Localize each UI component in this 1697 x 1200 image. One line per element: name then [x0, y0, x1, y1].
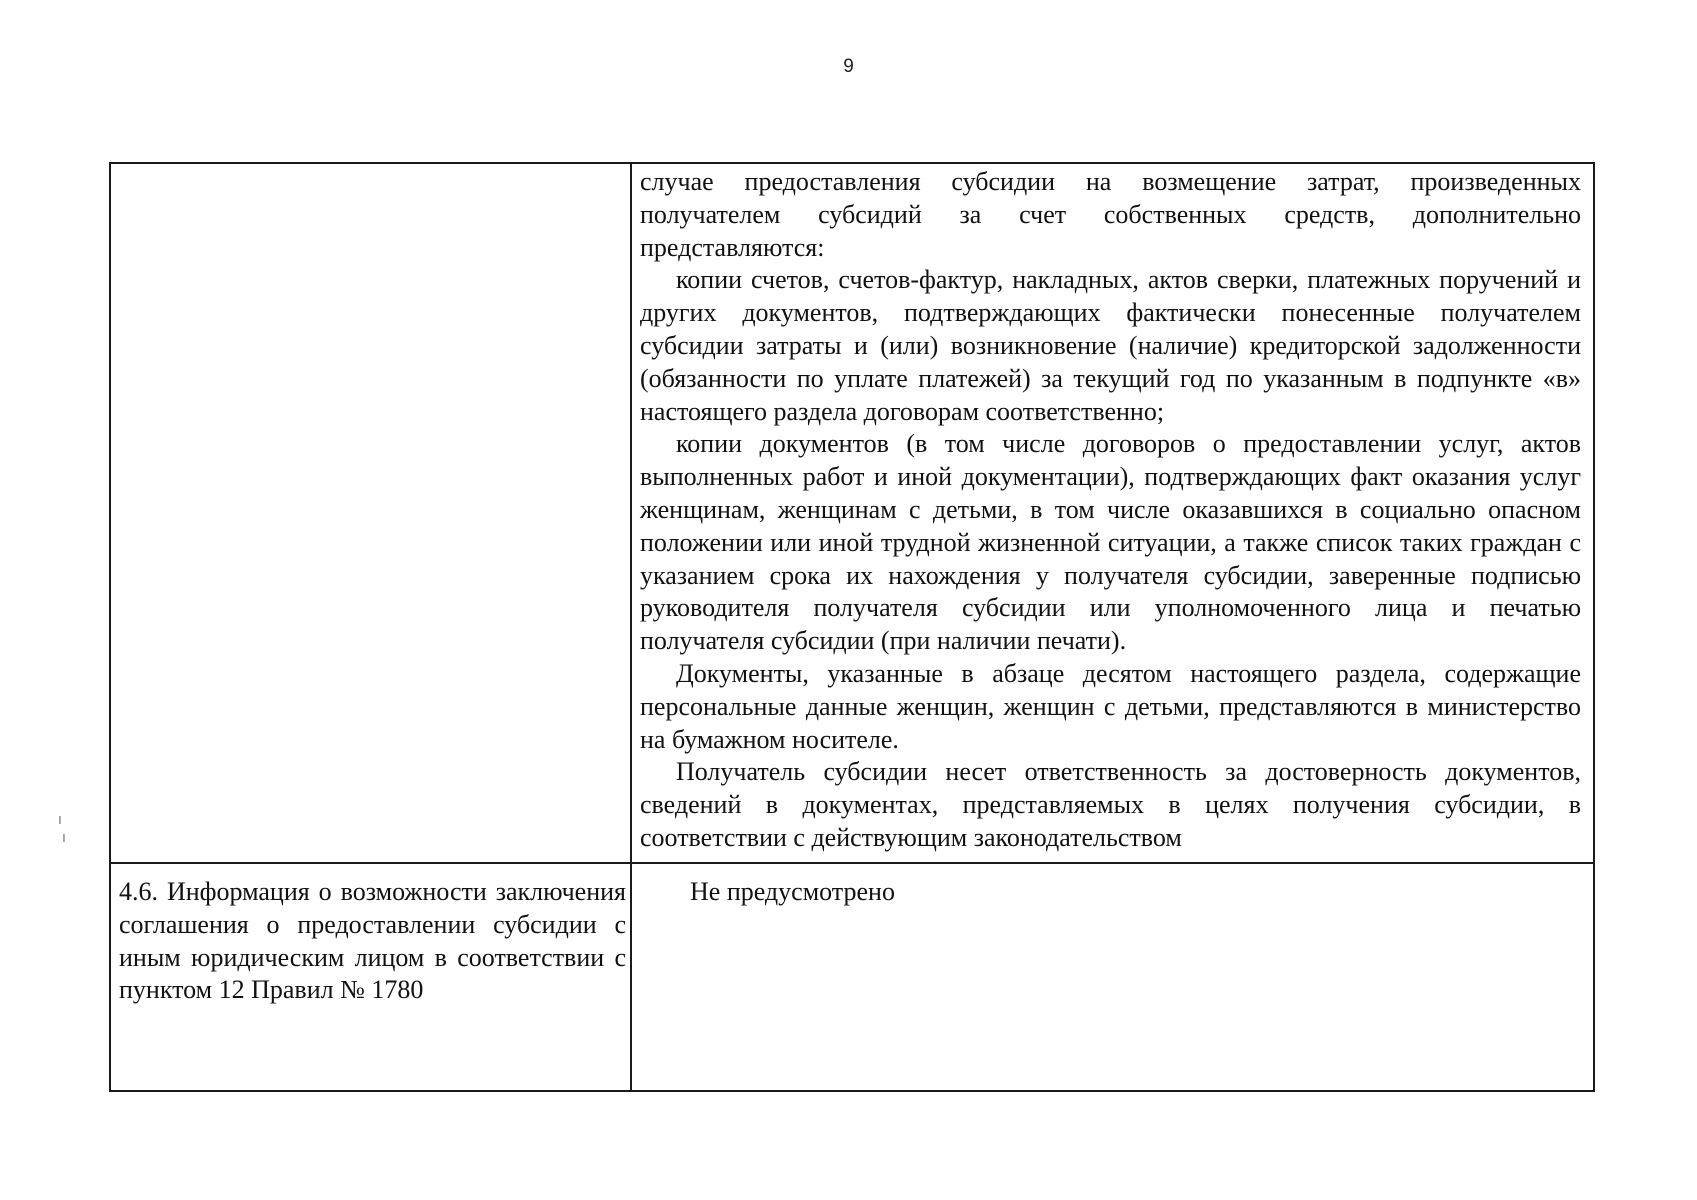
paragraph-invoices: копии счетов, счетов-фактур, накладных, актов сверки, платежных поручений и других документов, подтверждающих фактически понесенные получателем субсидии затраты и (или) возникновение (наличие) кредиторской задолженности (обязанности по уплате платежей) за текущий год по указанным в подпункте «в» настоящего раздела договорам соответственно; — [640, 265, 1581, 426]
table-cell-documents — [631, 163, 1594, 863]
paragraph-responsibility: Получатель субсидии несет ответственность за достоверность документов, сведений в документах, представляемых в целях получения субсидии, в соответствии с действующим законодательством — [640, 757, 1581, 852]
table-cell-empty — [110, 163, 631, 863]
scan-artifact-mark: ı — [62, 830, 66, 846]
scan-artifact-mark: ı — [58, 812, 62, 828]
table-cell-item-4-6 — [110, 863, 631, 1091]
table-row — [110, 863, 1594, 1091]
table-row — [110, 163, 1594, 863]
answer-text: Не предусмотрено — [690, 877, 895, 906]
paragraph-service-documents: копии документов (в том числе договоров о предоставлении услуг, актов выполненных работ и иной документации), подтверждающих факт оказания услуг женщинам, женщинам с детьми, в том числе оказавшихся в социально опасном положении или иной трудной жизненной ситуации, а также список таких граждан с указанием срока их нахождения у получателя субсидии, заверенные подписью руководителя получателя субсидии или уполномоченного лица и печатью получателя субсидии (при наличии печати). — [640, 429, 1581, 656]
table-cell-answer — [631, 863, 1594, 1091]
paragraph-continuation: случае предоставления субсидии на возмещение затрат, произведенных получателем субсидий за счет собственных средств, дополнительно представляются: — [640, 167, 1581, 262]
requirements-table — [109, 162, 1595, 1092]
item-4-6-text: 4.6. Информация о возможности заключения соглашения о предоставлении субсидии с иным юридическим лицом в соответствии с пунктом 12 Правил № 1780 — [119, 877, 626, 1005]
page-number: 9 — [843, 56, 854, 77]
paragraph-personal-data: Документы, указанные в абзаце десятом настоящего раздела, содержащие персональные данные женщин, женщин с детьми, представляются в министерство на бумажном носителе. — [640, 658, 1581, 754]
